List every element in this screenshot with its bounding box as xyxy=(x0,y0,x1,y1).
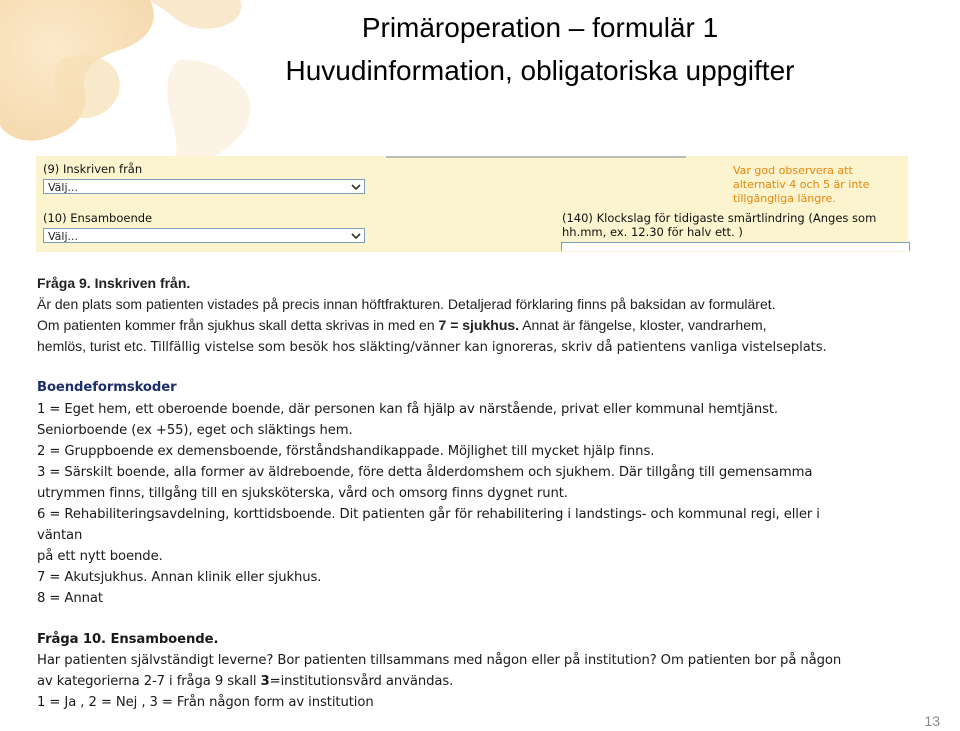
note-line: alternativ 4 och 5 är inte xyxy=(733,178,870,191)
chevron-down-icon xyxy=(351,182,361,192)
boende-line: 2 = Gruppboende ex demensboende, förståndshandikappade. Möjlighet till mycket hjälp finns. xyxy=(37,444,655,459)
q10-text-line xyxy=(37,674,453,689)
boende-line: Seniorboende (ex +55), eget och släktings hem. xyxy=(37,423,353,438)
boende-line: utrymmen finns, tillgång till en sjuksköterska, vård och omsorg finns dygnet runt. xyxy=(37,486,568,501)
q10-text: av kategorierna 2-7 i fråga 9 skall xyxy=(37,674,261,689)
q9-select-value: Välj... xyxy=(48,181,79,194)
q9-text-bold: 7 = sjukhus. xyxy=(438,317,520,333)
availability-note xyxy=(733,164,908,206)
q9-label: (9) Inskriven från xyxy=(43,162,143,176)
q9-text: hemlös, turist etc. xyxy=(37,338,151,354)
form-screenshot xyxy=(36,156,908,252)
boende-heading: Boendeformskoder xyxy=(37,380,177,395)
boende-line: 6 = Rehabiliteringsavdelning, korttidsboende. Dit patienten går för rehabilitering i landstings- och kommunal regi, eller i xyxy=(37,507,820,522)
q9-select[interactable] xyxy=(43,179,365,194)
slide-title-line1: Primäroperation – formulär 1 xyxy=(361,12,719,43)
q9-text: Om patienten kommer från sjukhus skall detta skrivas in med en xyxy=(37,317,439,333)
q9-text-line xyxy=(37,317,767,333)
q10-text-line: Har patienten självständigt leverne? Bor patienten tillsammans med någon eller på institution? Om patienten bor på någon xyxy=(37,653,842,668)
q10-text-bold: 3 xyxy=(260,674,270,689)
q9-text-line xyxy=(37,338,827,355)
q140-input[interactable] xyxy=(561,242,910,251)
page-number: 13 xyxy=(924,713,940,729)
field-border xyxy=(386,156,686,158)
boende-line: 3 = Särskilt boende, alla former av äldreboende, före detta ålderdomshem och sjukhem. Där tillgång till gemensamma xyxy=(37,465,813,480)
q10-text-line: 1 = Ja , 2 = Nej , 3 = Från någon form av institution xyxy=(37,695,374,710)
q9-text-line: Är den plats som patienten vistades på precis innan höftfrakturen. Detaljerad förklaring finns på baksidan av formuläret. xyxy=(37,296,776,312)
slide-title-line2: Huvudinformation, obligatoriska uppgifter xyxy=(285,55,795,86)
boende-line: 7 = Akutsjukhus. Annan klinik eller sjukhus. xyxy=(37,570,322,585)
note-line: Var god observera att xyxy=(733,164,853,177)
q10-text: =institutionsvård användas. xyxy=(269,674,454,689)
q9-heading: Fråga 9. Inskriven från. xyxy=(37,275,191,291)
q10-heading: Fråga 10. Ensamboende. xyxy=(37,632,219,647)
q10-select[interactable] xyxy=(43,228,365,243)
boende-line: 1 = Eget hem, ett oberoende boende, där personen kan få hjälp av närstående, privat eller kommunal hemtjänst. xyxy=(37,402,779,417)
q9-text: Tillfällig vistelse som besök hos släkting/vänner kan ignoreras, skriv då patientens vanliga vistelseplats. xyxy=(150,340,827,355)
q140-label xyxy=(562,211,908,239)
q9-text: Annat är fängelse, kloster, vandrarhem, xyxy=(519,317,767,333)
boende-line: på ett nytt boende. xyxy=(37,549,163,564)
boende-line: 8 = Annat xyxy=(37,591,103,606)
boende-line: väntan xyxy=(37,528,83,543)
q140-label-line: hh.mm, ex. 12.30 för halv ett. ) xyxy=(562,225,743,239)
note-line: tillgängliga längre. xyxy=(733,192,836,205)
chevron-down-icon xyxy=(351,231,361,241)
q10-select-value: Välj... xyxy=(48,230,79,243)
q10-label: (10) Ensamboende xyxy=(43,211,153,225)
q140-label-line: (140) Klockslag för tidigaste smärtlindring (Anges som xyxy=(562,211,877,225)
